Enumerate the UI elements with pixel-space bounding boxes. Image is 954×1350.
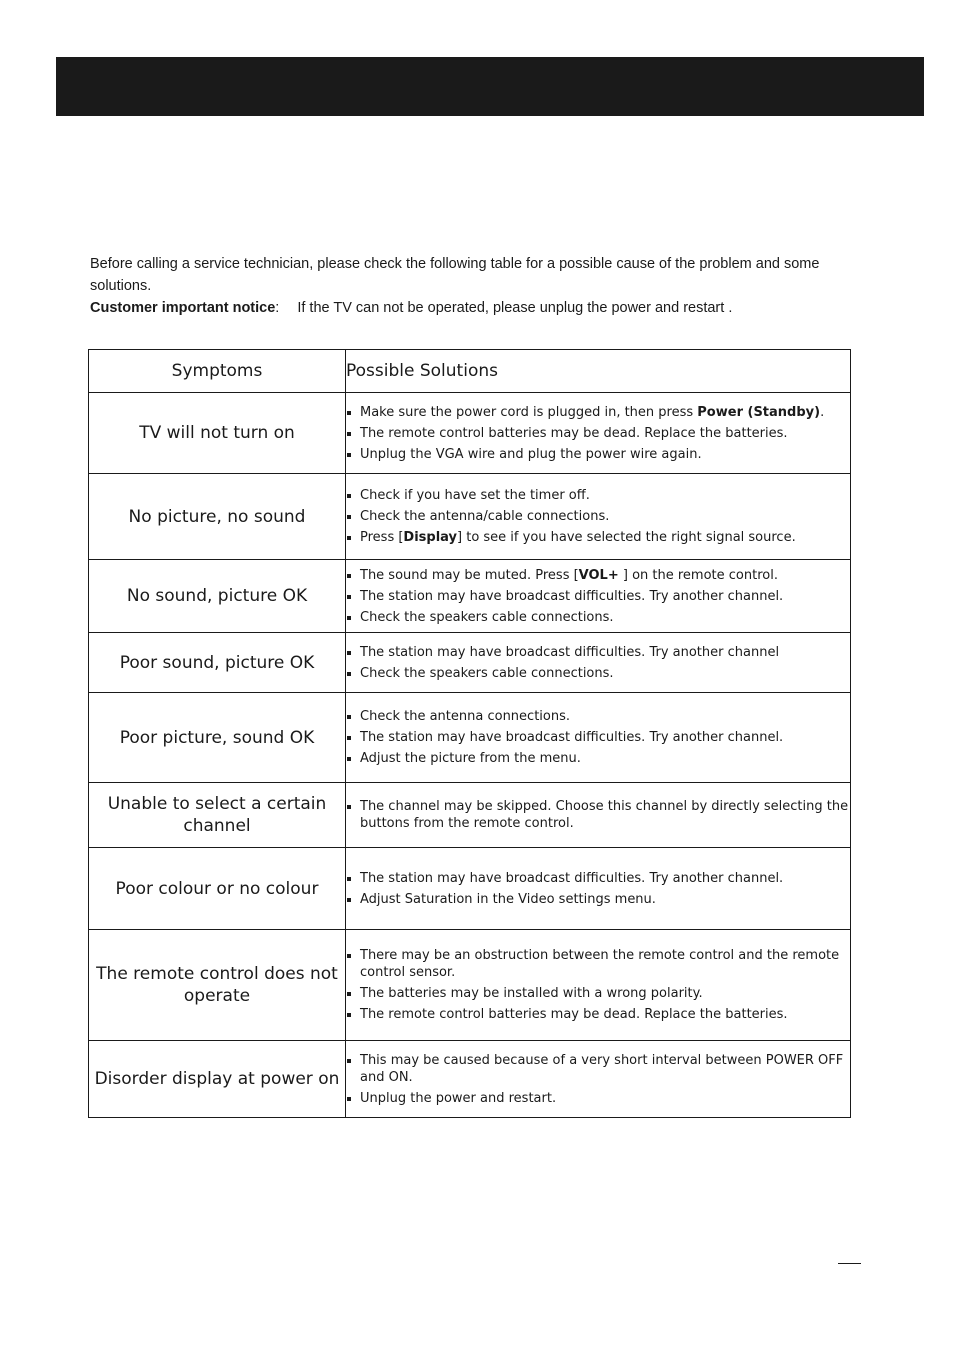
table-row [89, 1041, 851, 1118]
solution-item: Check the speakers cable connections. [346, 665, 850, 682]
notice-label: Customer important notice [90, 300, 276, 316]
solution-item: Adjust the picture from the menu. [346, 750, 850, 767]
solutions-cell [346, 1041, 851, 1118]
solution-item: Make sure the power cord is plugged in, then press Power (Standby). [346, 404, 850, 421]
symptom-cell: Unable to select a certain channel [89, 783, 346, 848]
symptom-cell: No picture, no sound [89, 474, 346, 560]
solution-item: Unplug the VGA wire and plug the power wire again. [346, 446, 850, 463]
table-row [89, 633, 851, 693]
intro-text [90, 253, 860, 319]
symptom-cell: Poor colour or no colour [89, 848, 346, 930]
solution-item: The station may have broadcast difficulties. Try another channel [346, 644, 850, 661]
solution-item: Check if you have set the timer off. [346, 487, 850, 504]
solution-item: Press [Display] to see if you have selected the right signal source. [346, 529, 850, 546]
intro-line: Before calling a service technician, please check the following table for a possible cause of the problem and some solutions. [90, 256, 820, 294]
solution-item: The remote control batteries may be dead. Replace the batteries. [346, 1006, 850, 1023]
table-row [89, 783, 851, 848]
solution-item: The station may have broadcast difficulties. Try another channel. [346, 870, 850, 887]
table-row [89, 474, 851, 560]
table-row [89, 930, 851, 1041]
solutions-cell [346, 783, 851, 848]
page-number-rule [838, 1263, 861, 1264]
solution-item: The station may have broadcast difficulties. Try another channel. [346, 729, 850, 746]
display-key: Display [403, 530, 458, 545]
power-standby-key: Power (Standby) [697, 404, 821, 420]
header-bar [56, 57, 924, 116]
solutions-cell [346, 848, 851, 930]
symptom-cell: TV will not turn on [89, 393, 346, 474]
symptom-cell: The remote control does not operate [89, 930, 346, 1041]
solution-item: The remote control batteries may be dead. Replace the batteries. [346, 425, 850, 442]
solutions-cell [346, 560, 851, 633]
solution-item: Unplug the power and restart. [346, 1090, 850, 1107]
notice-separator: : [275, 300, 280, 316]
solutions-cell [346, 930, 851, 1041]
customer-notice [90, 297, 860, 319]
symptom-cell: No sound, picture OK [89, 560, 346, 633]
solution-item: This may be caused because of a very short interval between POWER OFF and ON. [346, 1052, 850, 1086]
table-row [89, 693, 851, 783]
header-symptoms: Symptoms [89, 350, 346, 393]
solution-item: The station may have broadcast difficulties. Try another channel. [346, 588, 850, 605]
solutions-cell [346, 693, 851, 783]
table-row [89, 560, 851, 633]
symptom-cell: Disorder display at power on [89, 1041, 346, 1118]
solution-item: The channel may be skipped. Choose this channel by directly selecting the buttons from the remote control. [346, 798, 850, 832]
solution-item: The batteries may be installed with a wrong polarity. [346, 985, 850, 1002]
solutions-cell [346, 393, 851, 474]
symptom-cell: Poor sound, picture OK [89, 633, 346, 693]
table-row [89, 848, 851, 930]
symptom-cell: Poor picture, sound OK [89, 693, 346, 783]
solution-item: Check the antenna/cable connections. [346, 508, 850, 525]
vol-plus-key: VOL+ [578, 567, 619, 583]
solution-item: There may be an obstruction between the remote control and the remote control sensor. [346, 947, 850, 981]
table-row [89, 393, 851, 474]
solution-item: Check the speakers cable connections. [346, 609, 850, 626]
notice-text: If the TV can not be operated, please unplug the power and restart . [297, 300, 733, 316]
solutions-cell [346, 633, 851, 693]
table-header-row [89, 350, 851, 393]
solutions-cell [346, 474, 851, 560]
solution-item: Adjust Saturation in the Video settings menu. [346, 891, 850, 908]
troubleshooting-table [88, 349, 851, 1118]
solution-item: The sound may be muted. Press [VOL+ ] on the remote control. [346, 567, 850, 584]
header-solutions: Possible Solutions [346, 350, 851, 393]
solution-item: Check the antenna connections. [346, 708, 850, 725]
